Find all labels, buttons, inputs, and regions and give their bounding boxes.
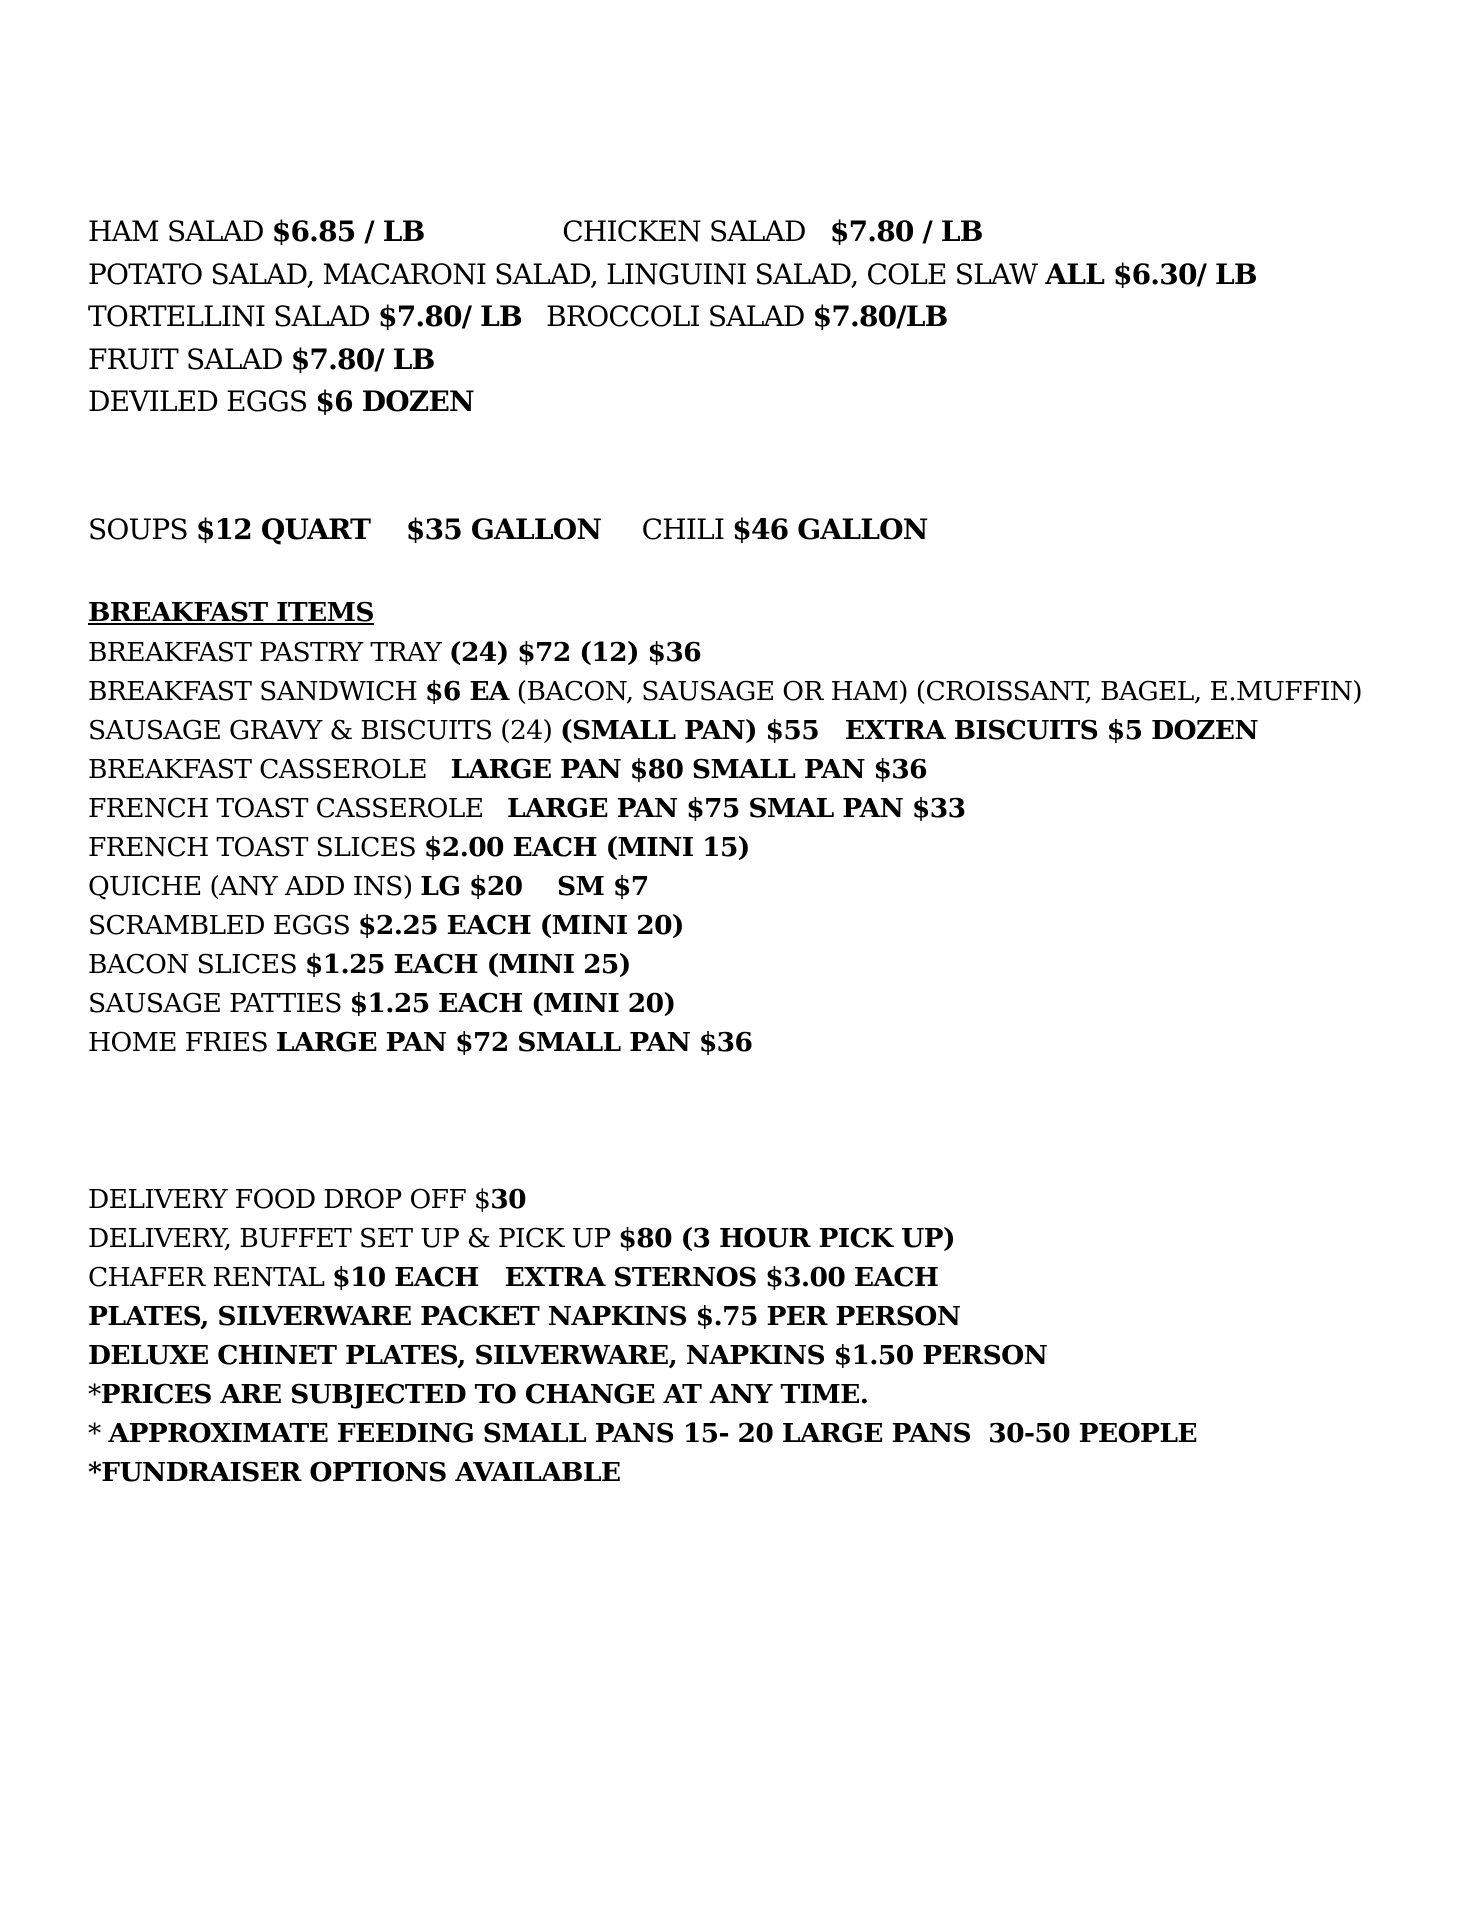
price-text: $6.85 / LB [271, 215, 425, 248]
price-text: 30 [490, 1184, 526, 1215]
price-text: LARGE PAN $80 SMALL PAN $36 [450, 754, 927, 785]
price-text: $10 EACH EXTRA STERNOS $3.00 EACH [332, 1262, 939, 1293]
price-text: $1.25 EACH (MINI 25) [304, 949, 631, 980]
price-text: $6 EA [425, 676, 509, 707]
item-text: HAM SALAD [88, 215, 272, 248]
menu-line [88, 342, 435, 378]
price-text: $2.00 EACH (MINI 15) [423, 832, 750, 863]
item-text: SOUPS [88, 513, 196, 546]
menu-line [88, 792, 965, 826]
item-text: BACON SLICES [88, 949, 305, 980]
item-text: BROCCOLI SALAD [521, 300, 813, 333]
item-text: CHAFER RENTAL [88, 1262, 333, 1293]
price-text: APPROXIMATE FEEDING SMALL PANS 15- 20 LARGE PANS 30-50 PEOPLE [108, 1418, 1198, 1449]
menu-line [88, 1026, 752, 1060]
menu-line [88, 1300, 960, 1334]
price-text: LARGE PAN $72 SMALL PAN $36 [275, 1027, 753, 1058]
item-text: CHICKEN SALAD [424, 215, 830, 248]
menu-line [88, 1456, 620, 1490]
menu-line [88, 1261, 938, 1295]
price-text: $2.25 EACH (MINI 20) [358, 910, 684, 941]
menu-line [88, 948, 631, 982]
item-text: BREAKFAST PASTRY TRAY [88, 637, 450, 668]
price-text: $7.80 / LB [829, 215, 983, 248]
menu-line [88, 214, 983, 250]
price-text: PLATES, SILVERWARE PACKET NAPKINS $.75 PER PERSON [88, 1301, 961, 1332]
menu-line [88, 512, 928, 548]
item-text: FRUIT SALAD [88, 343, 291, 376]
item-text: * [88, 1379, 101, 1410]
price-text: (SMALL PAN) $55 EXTRA BISCUITS $5 DOZEN [560, 715, 1258, 746]
menu-line [88, 1378, 868, 1412]
item-text: SCRAMBLED EGGS [88, 910, 359, 941]
price-text: (24) $72 (12) $36 [449, 637, 702, 668]
item-text: DELIVERY, BUFFET SET UP & PICK UP [88, 1223, 619, 1254]
menu-line [88, 831, 750, 865]
item-text: CHILI [601, 513, 733, 546]
menu-line [88, 753, 927, 787]
item-text: DELIVERY FOOD DROP OFF $ [88, 1184, 491, 1215]
price-text: $1.25 EACH (MINI 20) [349, 988, 676, 1019]
item-text: BREAKFAST SANDWICH [88, 676, 426, 707]
item-text: POTATO SALAD, MACARONI SALAD, LINGUINI SALAD, COLE SLAW [88, 258, 1046, 291]
breakfast-heading: BREAKFAST ITEMS [88, 597, 374, 628]
menu-line [88, 909, 684, 943]
item-text: DEVILED EGGS [88, 385, 316, 418]
item-text: HOME FRIES [88, 1027, 276, 1058]
price-text: DELUXE CHINET PLATES, SILVERWARE, NAPKINS $1.50 PERSON [88, 1340, 1048, 1371]
item-text: (BACON, SAUSAGE OR HAM) (CROISSANT, BAGEL, E.MUFFIN) [508, 676, 1363, 707]
menu-line [88, 384, 474, 420]
menu-line [88, 714, 1258, 748]
price-text: $6 DOZEN [315, 385, 474, 418]
menu-line [88, 1339, 1047, 1373]
menu-line [88, 870, 649, 904]
menu-line [88, 675, 1362, 709]
price-text: LG $20 SM $7 [420, 871, 649, 902]
item-text: QUICHE (ANY ADD INS) [88, 871, 421, 902]
menu-line [88, 636, 701, 670]
menu-line [88, 1222, 955, 1256]
price-text: *FUNDRAISER OPTIONS AVAILABLE [88, 1457, 621, 1488]
menu-line [88, 1417, 1197, 1451]
item-text: TORTELLINI SALAD [88, 300, 379, 333]
price-text: $7.80/LB [812, 300, 948, 333]
price-text: PRICES ARE SUBJECTED TO CHANGE AT ANY TIME. [100, 1379, 869, 1410]
price-text: ALL $6.30/ LB [1045, 258, 1257, 291]
item-text: FRENCH TOAST SLICES [88, 832, 424, 863]
item-text: SAUSAGE PATTIES [88, 988, 350, 1019]
item-text: FRENCH TOAST CASSEROLE [88, 793, 507, 824]
menu-line [88, 257, 1257, 293]
price-text: $12 QUART $35 GALLON [195, 513, 602, 546]
item-text: BREAKFAST CASSEROLE [88, 754, 451, 785]
item-text: SAUSAGE GRAVY & BISCUITS (24) [88, 715, 561, 746]
menu-line [88, 1183, 526, 1217]
menu-line [88, 299, 948, 335]
price-text: $80 (3 HOUR PICK UP) [618, 1223, 955, 1254]
price-text: LARGE PAN $75 SMAL PAN $33 [506, 793, 966, 824]
price-text: $7.80/ LB [290, 343, 435, 376]
menu-line [88, 987, 675, 1021]
price-text: $46 GALLON [732, 513, 928, 546]
price-text: $7.80/ LB [378, 300, 522, 333]
item-text: * [88, 1418, 109, 1449]
